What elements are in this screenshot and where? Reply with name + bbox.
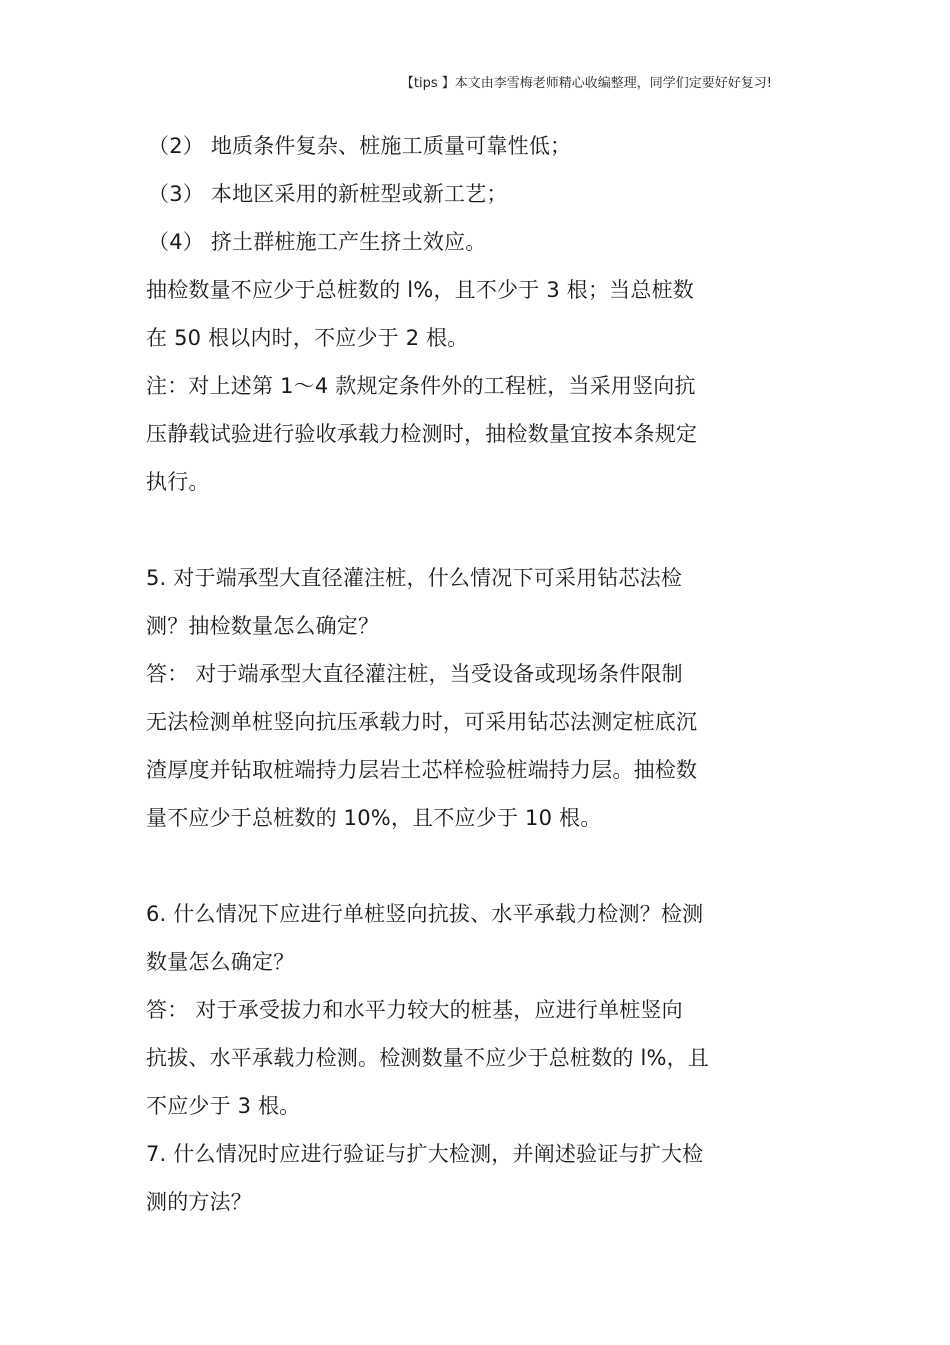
- note-line: 压静载试验进行验收承载力检测时，抽检数量宜按本条规定: [146, 422, 698, 446]
- list-item: （2） 地质条件复杂、桩施工质量可靠性低；: [148, 134, 572, 158]
- header-tip: 【tips 】本文由李雪梅老师精心收编整理，同学们定要好好复习!: [400, 76, 772, 91]
- answer-5: 无法检测单桩竖向抗压承载力时，可采用钻芯法测定桩底沉: [146, 710, 698, 734]
- answer-5: 渣厚度并钻取桩端持力层岩土芯样检验桩端持力层。抽检数: [146, 758, 698, 782]
- note-line: 执行。: [146, 470, 210, 494]
- answer-6: 答： 对于承受拔力和水平力较大的桩基，应进行单桩竖向: [146, 998, 683, 1022]
- answer-5: 答： 对于端承型大直径灌注桩，当受设备或现场条件限制: [146, 662, 683, 686]
- paragraph-line: 在 50 根以内时，不应少于 2 根。: [146, 326, 469, 350]
- question-7: 测的方法？: [146, 1190, 252, 1214]
- answer-6: 不应少于 3 根。: [146, 1094, 301, 1118]
- answer-5: 量不应少于总桩数的 10%，且不应少于 10 根。: [146, 806, 602, 830]
- question-5: 5. 对于端承型大直径灌注桩，什么情况下可采用钻芯法检: [146, 566, 683, 590]
- question-5: 测？抽检数量怎么确定？: [146, 614, 380, 638]
- note-line: 注：对上述第 1～4 款规定条件外的工程桩，当采用竖向抗: [146, 374, 696, 398]
- list-item: （3） 本地区采用的新桩型或新工艺；: [148, 182, 508, 206]
- paragraph-line: 抽检数量不应少于总桩数的 l%，且不少于 3 根；当总桩数: [146, 278, 694, 302]
- question-6: 6. 什么情况下应进行单桩竖向抗拔、水平承载力检测？检测: [146, 902, 704, 926]
- answer-6: 抗拔、水平承载力检测。检测数量不应少于总桩数的 l%，且: [146, 1046, 710, 1070]
- question-7: 7. 什么情况时应进行验证与扩大检测，并阐述验证与扩大检: [146, 1142, 704, 1166]
- question-6: 数量怎么确定？: [146, 950, 295, 974]
- list-item: （4） 挤土群桩施工产生挤土效应。: [148, 230, 487, 254]
